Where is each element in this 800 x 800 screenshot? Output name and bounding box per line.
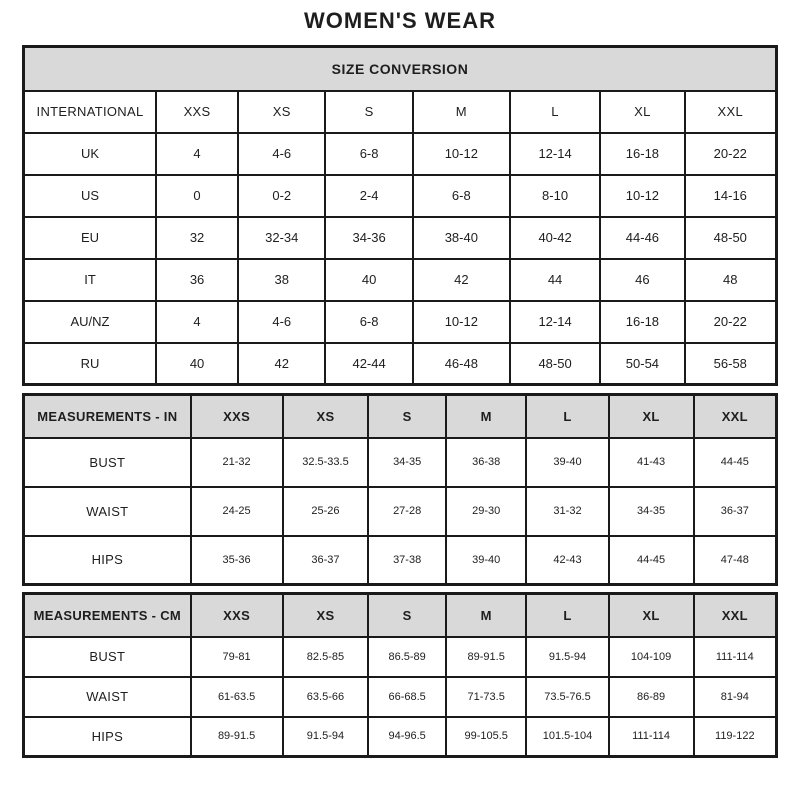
- value-cell: 20-22: [685, 133, 777, 175]
- table-row: [24, 343, 777, 385]
- value-cell: 42-44: [325, 343, 412, 385]
- row-label: INTERNATIONAL: [24, 91, 157, 133]
- value-cell: 34-35: [609, 487, 694, 536]
- measurements-cm-body: [24, 594, 777, 757]
- table-row: [24, 637, 777, 677]
- table-row: [24, 487, 777, 536]
- row-label: HIPS: [24, 717, 191, 757]
- value-cell: 34-36: [325, 217, 412, 259]
- value-cell: 4-6: [238, 301, 325, 343]
- measurements-in-table: [22, 393, 778, 586]
- value-cell: 101.5-104: [526, 717, 608, 757]
- value-cell: 35-36: [191, 536, 283, 585]
- value-cell: 6-8: [413, 175, 510, 217]
- value-cell: 66-68.5: [368, 677, 446, 717]
- size-column-header: L: [510, 91, 600, 133]
- value-cell: 50-54: [600, 343, 684, 385]
- value-cell: 40: [325, 259, 412, 301]
- section-title: MEASUREMENTS - IN: [24, 395, 191, 438]
- value-cell: 10-12: [413, 133, 510, 175]
- value-cell: 32-34: [238, 217, 325, 259]
- size-column-header: XS: [283, 594, 369, 637]
- value-cell: 36: [156, 259, 238, 301]
- value-cell: 37-38: [368, 536, 446, 585]
- column-header-row: [24, 395, 777, 438]
- size-column-header: XL: [609, 395, 694, 438]
- section-title: MEASUREMENTS - CM: [24, 594, 191, 637]
- value-cell: 48: [685, 259, 777, 301]
- value-cell: 104-109: [609, 637, 694, 677]
- table-row: [24, 217, 777, 259]
- value-cell: 48-50: [510, 343, 600, 385]
- value-cell: 41-43: [609, 438, 694, 487]
- size-column-header: L: [526, 395, 608, 438]
- value-cell: 56-58: [685, 343, 777, 385]
- value-cell: 0: [156, 175, 238, 217]
- value-cell: 47-48: [694, 536, 777, 585]
- size-column-header: XXL: [694, 395, 777, 438]
- value-cell: 39-40: [526, 438, 608, 487]
- row-label: UK: [24, 133, 157, 175]
- size-column-header: XXS: [191, 395, 283, 438]
- value-cell: 16-18: [600, 301, 684, 343]
- value-cell: 42: [413, 259, 510, 301]
- value-cell: 12-14: [510, 301, 600, 343]
- value-cell: 12-14: [510, 133, 600, 175]
- value-cell: 6-8: [325, 301, 412, 343]
- column-header-row: [24, 91, 777, 133]
- value-cell: 36-37: [694, 487, 777, 536]
- row-label: RU: [24, 343, 157, 385]
- table-row: [24, 536, 777, 585]
- size-column-header: S: [368, 594, 446, 637]
- value-cell: 36-38: [446, 438, 527, 487]
- value-cell: 2-4: [325, 175, 412, 217]
- table-row: [24, 133, 777, 175]
- value-cell: 6-8: [325, 133, 412, 175]
- value-cell: 27-28: [368, 487, 446, 536]
- value-cell: 79-81: [191, 637, 283, 677]
- value-cell: 36-37: [283, 536, 369, 585]
- measurements-cm-table: [22, 592, 778, 758]
- value-cell: 4-6: [238, 133, 325, 175]
- value-cell: 44-45: [694, 438, 777, 487]
- size-column-header: S: [368, 395, 446, 438]
- value-cell: 86-89: [609, 677, 694, 717]
- size-column-header: XXS: [191, 594, 283, 637]
- table-row: [24, 301, 777, 343]
- table-row: [24, 175, 777, 217]
- size-column-header: XL: [600, 91, 684, 133]
- value-cell: 34-35: [368, 438, 446, 487]
- row-label: HIPS: [24, 536, 191, 585]
- size-column-header: L: [526, 594, 608, 637]
- value-cell: 119-122: [694, 717, 777, 757]
- value-cell: 29-30: [446, 487, 527, 536]
- value-cell: 86.5-89: [368, 637, 446, 677]
- table-row: [24, 677, 777, 717]
- value-cell: 111-114: [609, 717, 694, 757]
- row-label: EU: [24, 217, 157, 259]
- value-cell: 94-96.5: [368, 717, 446, 757]
- value-cell: 89-91.5: [446, 637, 527, 677]
- page-title: WOMEN'S WEAR: [304, 8, 496, 33]
- row-label: IT: [24, 259, 157, 301]
- size-column-header: XL: [609, 594, 694, 637]
- value-cell: 38: [238, 259, 325, 301]
- measurements-in-body: [24, 395, 777, 585]
- section-header-row: [24, 47, 777, 91]
- size-column-header: XS: [283, 395, 369, 438]
- value-cell: 25-26: [283, 487, 369, 536]
- value-cell: 44-46: [600, 217, 684, 259]
- value-cell: 32: [156, 217, 238, 259]
- value-cell: 8-10: [510, 175, 600, 217]
- size-column-header: M: [446, 395, 527, 438]
- value-cell: 89-91.5: [191, 717, 283, 757]
- size-column-header: XS: [238, 91, 325, 133]
- size-column-header: XXL: [685, 91, 777, 133]
- value-cell: 46-48: [413, 343, 510, 385]
- value-cell: 42-43: [526, 536, 608, 585]
- value-cell: 10-12: [413, 301, 510, 343]
- size-column-header: M: [446, 594, 527, 637]
- value-cell: 82.5-85: [283, 637, 369, 677]
- value-cell: 91.5-94: [526, 637, 608, 677]
- value-cell: 21-32: [191, 438, 283, 487]
- value-cell: 10-12: [600, 175, 684, 217]
- value-cell: 40-42: [510, 217, 600, 259]
- size-column-header: M: [413, 91, 510, 133]
- row-label: WAIST: [24, 677, 191, 717]
- section-title: SIZE CONVERSION: [24, 47, 777, 91]
- value-cell: 38-40: [413, 217, 510, 259]
- value-cell: 16-18: [600, 133, 684, 175]
- value-cell: 24-25: [191, 487, 283, 536]
- value-cell: 4: [156, 301, 238, 343]
- row-label: WAIST: [24, 487, 191, 536]
- row-label: US: [24, 175, 157, 217]
- value-cell: 32.5-33.5: [283, 438, 369, 487]
- value-cell: 39-40: [446, 536, 527, 585]
- value-cell: 20-22: [685, 301, 777, 343]
- size-column-header: XXL: [694, 594, 777, 637]
- row-label: BUST: [24, 438, 191, 487]
- value-cell: 91.5-94: [283, 717, 369, 757]
- table-row: [24, 259, 777, 301]
- column-header-row: [24, 594, 777, 637]
- size-conversion-body: [24, 47, 777, 385]
- value-cell: 0-2: [238, 175, 325, 217]
- value-cell: 44-45: [609, 536, 694, 585]
- value-cell: 46: [600, 259, 684, 301]
- size-conversion-table: [22, 45, 778, 386]
- value-cell: 42: [238, 343, 325, 385]
- value-cell: 31-32: [526, 487, 608, 536]
- value-cell: 14-16: [685, 175, 777, 217]
- size-column-header: S: [325, 91, 412, 133]
- size-column-header: XXS: [156, 91, 238, 133]
- value-cell: 40: [156, 343, 238, 385]
- value-cell: 71-73.5: [446, 677, 527, 717]
- table-row: [24, 717, 777, 757]
- value-cell: 99-105.5: [446, 717, 527, 757]
- row-label: BUST: [24, 637, 191, 677]
- table-row: [24, 438, 777, 487]
- value-cell: 44: [510, 259, 600, 301]
- row-label: AU/NZ: [24, 301, 157, 343]
- value-cell: 61-63.5: [191, 677, 283, 717]
- value-cell: 111-114: [694, 637, 777, 677]
- value-cell: 81-94: [694, 677, 777, 717]
- value-cell: 63.5-66: [283, 677, 369, 717]
- value-cell: 4: [156, 133, 238, 175]
- value-cell: 48-50: [685, 217, 777, 259]
- value-cell: 73.5-76.5: [526, 677, 608, 717]
